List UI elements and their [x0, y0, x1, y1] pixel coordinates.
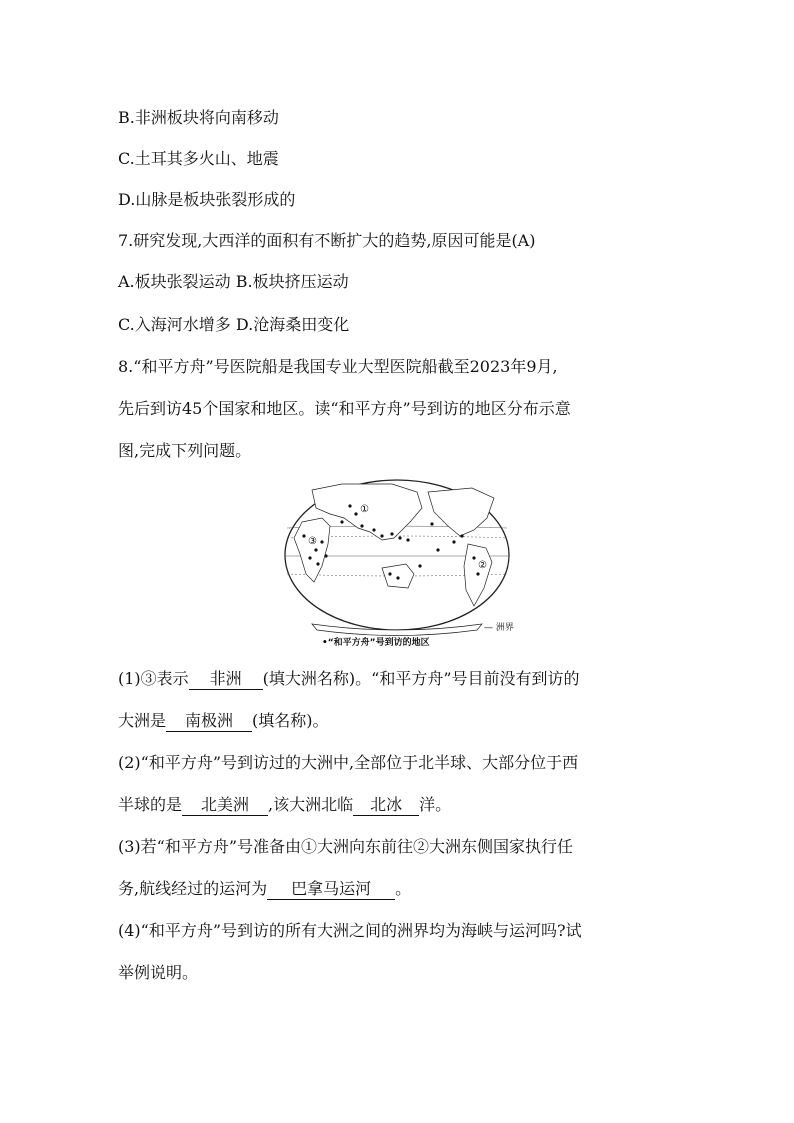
question-8-stem-line2: 先后到访45个国家和地区。读“和平方舟”号到访的地区分布示意 — [118, 399, 571, 418]
part-2-text-c: ,该大洲北临 — [268, 795, 354, 814]
answer-unvisited-continent: 南极洲 — [166, 711, 252, 732]
answer-northern-continent: 北美洲 — [182, 795, 268, 816]
part-3-text-c: 。 — [395, 879, 412, 898]
part-4-line1: (4)“和平方舟”号到访的所有大洲之间的洲界均为海峡与运河吗?试 — [118, 921, 582, 940]
world-map-figure — [282, 478, 512, 648]
part-1-text-b: (填大洲名称)。“和平方舟”号目前没有到访的 — [262, 669, 580, 688]
part-2-line2 — [118, 794, 451, 816]
answer-continent-3: 非洲 — [189, 669, 263, 690]
question-8-stem-line3: 图,完成下列问题。 — [118, 441, 252, 460]
map-marker-3: ③ — [308, 536, 317, 547]
part-4-line2: 举例说明。 — [118, 963, 199, 982]
map-caption: •“和平方舟”号到访的地区 — [322, 638, 430, 648]
option-d: D.山脉是板块张裂形成的 — [118, 190, 296, 209]
part-1-text-a: (1)③表示 — [118, 669, 189, 688]
answer-canal: 巴拿马运河 — [267, 879, 395, 900]
part-2-text-b: 半球的是 — [118, 795, 183, 814]
map-marker-1: ① — [360, 504, 369, 515]
part-3-text-b: 务,航线经过的运河为 — [118, 879, 268, 898]
option-c: C.土耳其多火山、地震 — [118, 149, 279, 168]
map-marker-2: ② — [478, 560, 487, 571]
question-7-stem: 7.研究发现,大西洋的面积有不断扩大的趋势,原因可能是(A) — [118, 231, 536, 250]
answer-ocean: 北冰 — [353, 795, 419, 816]
part-1-line2 — [118, 710, 329, 732]
question-8-stem-line1: 8.“和平方舟”号医院船是我国专业大型医院船截至2023年9月, — [118, 357, 558, 376]
part-1-text-c: 大洲是 — [118, 711, 167, 730]
part-3-line2 — [118, 878, 411, 900]
part-1-text-d: (填名称)。 — [252, 711, 329, 730]
question-7-options-cd: C.入海河水增多 D.沧海桑田变化 — [118, 315, 350, 334]
part-2-text-d: 洋。 — [419, 795, 452, 814]
part-2-line1: (2)“和平方舟”号到访过的大洲中,全部位于北半球、大部分位于西 — [118, 753, 579, 772]
part-3-line1: (3)若“和平方舟”号准备由①大洲向东前往②大洲东侧国家执行任 — [118, 837, 574, 856]
map-legend: — 洲界 — [484, 623, 514, 633]
option-b: B.非洲板块将向南移动 — [118, 108, 279, 127]
question-7-options-ab: A.板块张裂运动 B.板块挤压运动 — [118, 272, 349, 291]
part-1-line1 — [118, 668, 580, 690]
